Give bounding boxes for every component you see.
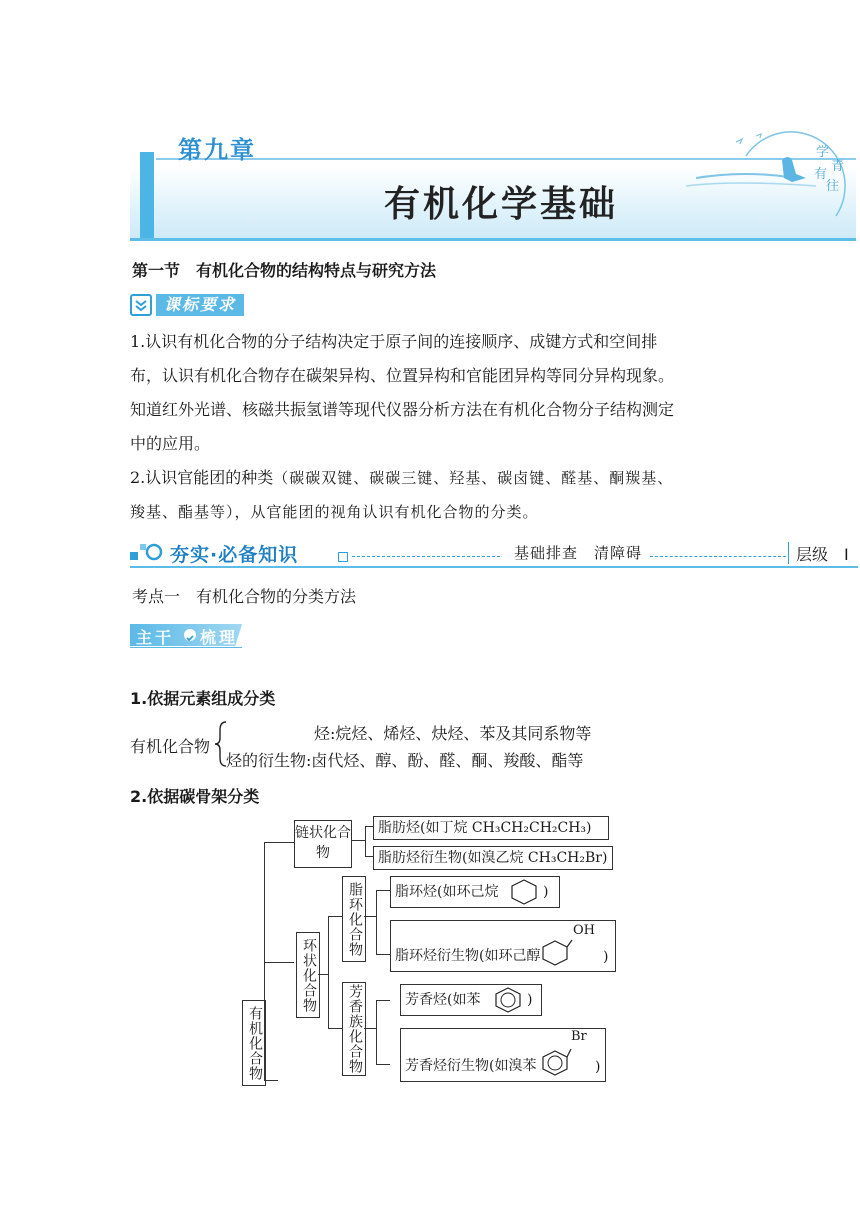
knowledge-bar <box>130 538 858 568</box>
square-marker-icon <box>338 552 348 562</box>
chapter-banner <box>130 126 856 242</box>
item-title: .依据碳骨架分类 <box>141 787 260 806</box>
cyclohexane-icon <box>509 878 539 906</box>
benzene-icon <box>493 986 523 1014</box>
chapter-number: 第九章 <box>178 136 256 164</box>
close-paren: ) <box>543 884 549 900</box>
element-classification-root: 有机化合物 <box>130 737 211 756</box>
branch-derivative: 烃的衍生物:卤代烃、醇、酚、醛、酮、羧酸、酯等 <box>226 751 584 770</box>
tree-alicyclic-a-label: 脂环烃(如环己烷 <box>395 884 499 900</box>
curriculum-line: 中的应用。 <box>130 434 211 453</box>
level-label: 层级 I <box>796 545 849 564</box>
section-title: 第一节 有机化合物的结构特点与研究方法 <box>132 261 437 280</box>
trunk-label-2: 梳理 <box>200 628 239 647</box>
para2-line2: 羧基、酯基等），从官能团的视角认识有机化合物的分类。 <box>130 503 539 521</box>
para2-prefix: 2.认识官能团的种类 <box>130 468 274 487</box>
tree-chain-b <box>373 846 613 870</box>
tree-aromatic-b-label: 芳香烃衍生物(如溴苯 <box>405 1058 537 1074</box>
chapter-title: 有机化学基础 <box>384 184 619 225</box>
cyclohexanol-icon <box>539 937 573 969</box>
tree-alicyclic-box: 脂环化合物 <box>342 876 366 962</box>
bar-underline <box>130 566 858 568</box>
close-paren: ) <box>595 1059 601 1075</box>
divider <box>788 542 789 564</box>
curriculum-tag <box>130 292 254 318</box>
item-1-title <box>130 686 275 709</box>
curriculum-line: 知道红外光谱、核磁共振氢谱等现代仪器分析方法在有机化合物分子结构测定 <box>130 400 675 419</box>
carbon-skeleton-tree <box>240 812 620 1084</box>
tree-aromatic-a-label: 芳香烃(如苯 <box>405 992 481 1008</box>
curriculum-line: 1.认识有机化合物的分子结构决定于原子间的连接顺序、成键方式和空间排 <box>130 332 658 351</box>
tree-aromatic-box: 芳香族化合物 <box>342 982 366 1076</box>
point-title: 考点一 有机化合物的分类方法 <box>132 587 357 606</box>
tree-root-box: 有机化合物 <box>242 1000 266 1086</box>
tree-ring-box: 环状化合物 <box>296 932 320 1018</box>
section-marker-icon <box>130 540 164 566</box>
tree-alicyclic-b-label: 脂环烃衍生物(如环己醇 <box>395 948 541 964</box>
tree-alicyclic-b <box>390 920 616 972</box>
trunk-label: 主干 <box>136 628 175 647</box>
svg-text:往: 往 <box>826 179 840 194</box>
dashed-rule <box>650 556 786 557</box>
knowledge-bar-subtitle: 基础排查 清障碍 <box>514 544 643 562</box>
svg-text:学: 学 <box>816 145 830 160</box>
tree-chain-b-label: 脂肪烃衍生物(如溴乙烷 CH₃CH₂Br) <box>378 850 608 866</box>
dashed-rule <box>352 556 500 557</box>
item-title: .依据元素组成分类 <box>141 689 276 708</box>
knowledge-bar-title: 夯实·必备知识 <box>170 544 299 566</box>
close-paren: ) <box>603 949 609 965</box>
trunk-tag <box>130 624 242 648</box>
item-number: 2 <box>130 787 142 806</box>
close-paren: ) <box>527 992 533 1008</box>
para2-rest: （碳碳双键、碳碳三键、羟基、碳卤键、醛基、酮羰基、 <box>273 469 674 487</box>
tree-alicyclic-a <box>390 876 560 908</box>
curriculum-paragraph-1 <box>130 325 730 461</box>
item-2-title <box>130 784 259 807</box>
chevron-down-icon <box>130 294 152 316</box>
oh-label: OH <box>573 923 595 938</box>
banner-bottom-line <box>130 238 856 241</box>
banner-accent-bar <box>140 152 154 240</box>
tree-chain-label: 链状化合物 <box>295 825 351 861</box>
svg-text:青: 青 <box>831 159 845 174</box>
branch-hydrocarbon: 烃:烷烃、烯烃、炔烃、苯及其同系物等 <box>314 724 592 743</box>
tree-aromatic-b <box>400 1028 606 1082</box>
curriculum-label: 课标要求 <box>156 294 244 316</box>
tree-chain-a-label: 脂肪烃(如丁烷 CH₃CH₂CH₂CH₃) <box>378 820 592 836</box>
reading-figure-decoration-icon <box>686 126 856 236</box>
tree-aromatic-a <box>400 984 542 1016</box>
tree-chain-box <box>294 820 352 868</box>
curriculum-line: 布，认识有机化合物存在碳架异构、位置异构和官能团异构等同分异构现象。 <box>130 366 675 385</box>
bromobenzene-icon <box>539 1047 573 1079</box>
curriculum-paragraph-2 <box>130 461 750 529</box>
br-label: Br <box>571 1029 587 1044</box>
item-number: 1 <box>130 689 142 708</box>
svg-text:有: 有 <box>814 167 828 182</box>
tag-underline <box>130 647 242 648</box>
tree-chain-a <box>373 816 609 840</box>
check-icon <box>184 629 196 641</box>
